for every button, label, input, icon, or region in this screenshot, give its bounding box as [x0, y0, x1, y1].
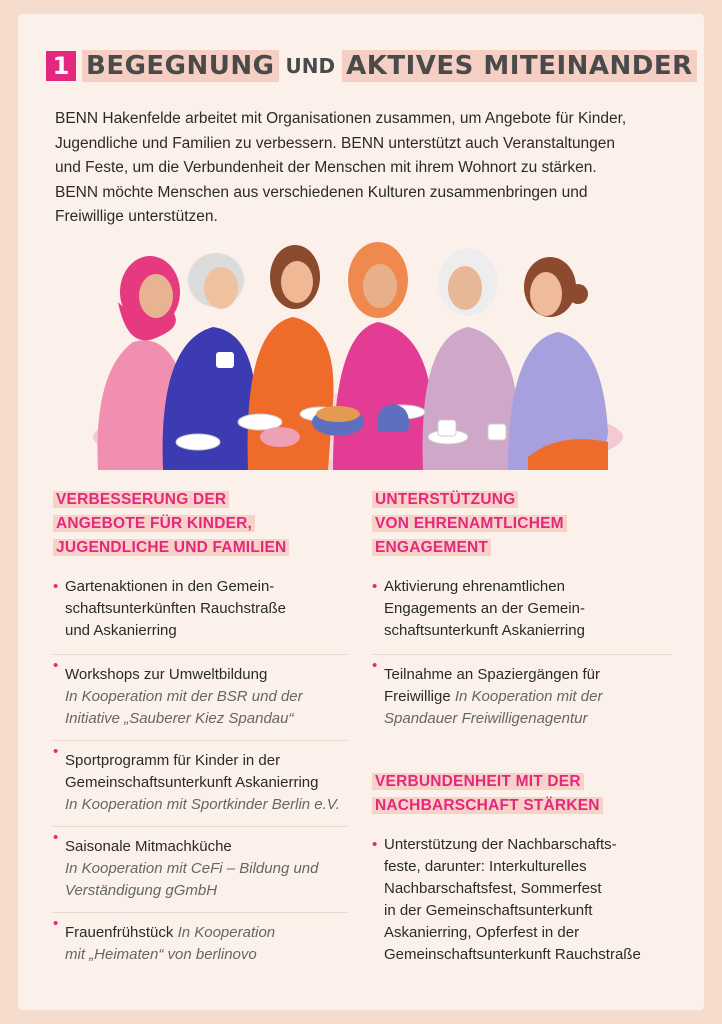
- item-line: in der Gemeinschaftsunterkunft: [384, 902, 593, 919]
- heading-connector: UND: [285, 54, 336, 78]
- cooperation-note: In Kooperation mit CeFi – Bildung und: [65, 860, 319, 877]
- intro-line: BENN Hakenfelde arbeitet mit Organisationen zusammen, um Angebote für Kinder,: [55, 110, 627, 127]
- intro-line: Jugendliche und Familien zu verbessern. BENN unterstützt auch Veranstaltungen: [55, 134, 616, 152]
- item-line: Frauenfrühstück: [65, 924, 174, 941]
- left-section-title: [53, 488, 289, 560]
- list-item: [372, 655, 672, 730]
- intro-paragraph: [55, 107, 675, 230]
- item-line: Askanierring, Opferfest in der: [384, 924, 580, 941]
- item-line: schaftsunterkunft Askanierring: [384, 622, 585, 639]
- cooperation-note: In Kooperation mit der: [454, 688, 603, 705]
- item-line: Freiwillige: [384, 688, 451, 705]
- item-line: • Unterstützung der Nachbarschafts-: [384, 836, 617, 853]
- item-line: und Askanierring: [65, 622, 177, 639]
- cooperation-note: In Kooperation mit Sportkinder Berlin e.V.: [65, 796, 340, 813]
- cooperation-note: mit „Heimaten“ von berlinovo: [65, 946, 257, 963]
- title-line: JUGENDLICHE UND FAMILIEN: [53, 539, 289, 556]
- breakfast-group-illustration: [88, 232, 628, 470]
- list-item: [372, 576, 672, 655]
- item-line: • Workshops zur Umweltbildung: [65, 666, 268, 683]
- item-line: schaftsunterkünften Rauchstraße: [65, 600, 286, 617]
- item-line: • Aktivierung ehrenamtlichen: [384, 578, 565, 595]
- intro-line: BENN möchte Menschen aus verschiedenen Kulturen zusammenbringen und: [55, 183, 588, 201]
- intro-line: und Feste, um die Verbundenheit der Menschen mit ihrem Wohnort zu stärken.: [55, 159, 597, 176]
- item-line: Gemeinschaftsunterkunft Rauchstraße: [384, 946, 641, 963]
- item-line: • Gartenaktionen in den Gemein-: [65, 578, 275, 595]
- title-line: NACHBARSCHAFT STÄRKEN: [372, 797, 603, 814]
- right-section-title: [372, 488, 567, 560]
- intro-line: Freiwillige unterstützen.: [55, 208, 218, 225]
- title-line: ANGEBOTE FÜR KINDER,: [53, 515, 255, 532]
- item-line: Engagements an der Gemein-: [384, 600, 585, 617]
- list-item: [372, 834, 672, 966]
- cooperation-note: In Kooperation: [177, 924, 276, 941]
- item-line: • Saisonale Mitmachküche: [65, 838, 232, 855]
- item-line: • Sportprogramm für Kinder in der: [65, 752, 281, 769]
- list-item: [53, 576, 347, 655]
- item-line: Nachbarschaftsfest, Sommerfest: [384, 880, 602, 897]
- list-item: [53, 827, 347, 913]
- heading-part-1: BEGEGNUNG: [82, 50, 279, 82]
- cooperation-note: Verständigung gGmbH: [65, 882, 218, 899]
- title-line: UNTERSTÜTZUNG: [372, 491, 518, 508]
- title-line: VERBUNDENHEIT MIT DER: [372, 773, 584, 790]
- person-bun-purple: [508, 257, 608, 470]
- right-list-2: [372, 834, 672, 966]
- right-section-title-2: [372, 770, 603, 818]
- person-orange-hijab: [333, 242, 433, 470]
- item-line: Gemeinschaftsunterkunft Askanierring: [65, 774, 319, 791]
- heading-part-2: AKTIVES MITEINANDER: [342, 50, 697, 82]
- right-list: [372, 576, 672, 730]
- item-line: • Teilnahme an Spaziergängen für: [384, 666, 600, 683]
- title-line: VERBESSERUNG DER: [53, 491, 229, 508]
- left-list: [53, 576, 347, 966]
- section-number-badge: 1: [46, 51, 76, 81]
- cooperation-note: In Kooperation mit der BSR und der: [65, 688, 303, 705]
- cooperation-note: Spandauer Freiwilligenagentur: [384, 710, 588, 727]
- page-heading: [46, 50, 697, 82]
- list-item: [53, 741, 347, 827]
- list-item: [53, 913, 347, 966]
- title-line: VON EHRENAMTLICHEM: [372, 515, 567, 532]
- cooperation-note: Initiative „Sauberer Kiez Spandau“: [65, 710, 294, 727]
- item-line: feste, darunter: Interkulturelles: [384, 858, 587, 875]
- list-item: [53, 655, 347, 741]
- title-line: ENGAGEMENT: [372, 539, 491, 556]
